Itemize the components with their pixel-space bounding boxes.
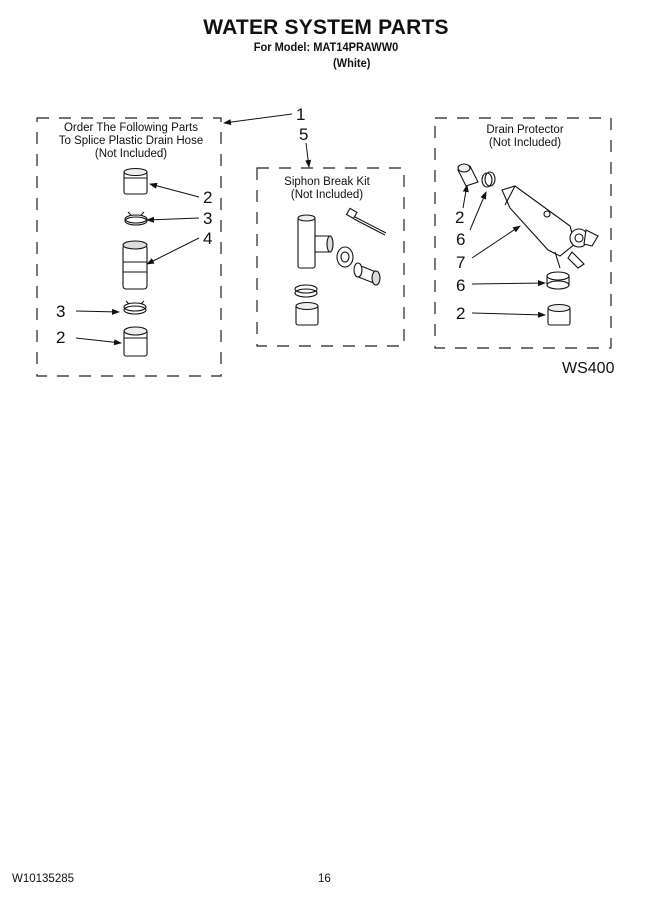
leader-left-3a bbox=[147, 218, 199, 220]
hose-clamp-top bbox=[125, 212, 147, 225]
hose-clamp-bottom bbox=[124, 301, 146, 314]
siphon-caption bbox=[262, 176, 392, 202]
leader-left-3b bbox=[76, 311, 119, 312]
leader-right-2a bbox=[463, 185, 467, 208]
callout-5: 5 bbox=[299, 125, 309, 144]
diagram-code: WS400 bbox=[562, 360, 615, 377]
drain-caption-line: (Not Included) bbox=[488, 137, 562, 149]
hose-coupling-top bbox=[124, 169, 147, 195]
drain-caption bbox=[450, 124, 600, 150]
callout-right-6b: 6 bbox=[456, 276, 466, 295]
color-line: (White) bbox=[333, 56, 371, 70]
leader-left-4 bbox=[147, 238, 199, 264]
leader-right-6a bbox=[470, 192, 486, 230]
callout-left-3b: 3 bbox=[56, 302, 66, 321]
splice-caption-line: To Splice Plastic Drain Hose bbox=[58, 135, 204, 147]
callout-right-7: 7 bbox=[456, 253, 466, 272]
leader-right-6b bbox=[472, 283, 545, 284]
siphon-coupling bbox=[296, 303, 318, 326]
drain-clamp-top bbox=[482, 172, 495, 187]
siphon-nut bbox=[337, 247, 353, 267]
splice-caption-line: Order The Following Parts bbox=[63, 122, 198, 134]
siphon-tee bbox=[298, 215, 333, 268]
callout-left-2b: 2 bbox=[56, 328, 66, 347]
leader-right-7 bbox=[472, 226, 520, 258]
callout-right-6a: 6 bbox=[456, 230, 466, 249]
callout-left-2a: 2 bbox=[203, 188, 213, 207]
callout-1: 1 bbox=[296, 105, 306, 124]
leader-1 bbox=[224, 114, 292, 123]
siphon-caption-line: Siphon Break Kit bbox=[284, 176, 370, 188]
hose-connector bbox=[123, 241, 147, 289]
leader-left-2a bbox=[150, 184, 199, 197]
drain-cap-bottom bbox=[548, 305, 570, 326]
callout-left-4: 4 bbox=[203, 229, 213, 248]
leader-5 bbox=[306, 143, 309, 167]
callout-right-2a: 2 bbox=[455, 208, 465, 227]
page-number: 16 bbox=[318, 873, 331, 885]
leader-right-2b bbox=[472, 313, 545, 315]
splice-caption-line: (Not Included) bbox=[94, 148, 168, 160]
drain-clamp-bottom bbox=[547, 272, 569, 289]
callout-left-3a: 3 bbox=[203, 209, 213, 228]
document-number: W10135285 bbox=[12, 873, 75, 885]
leader-left-2b bbox=[76, 338, 121, 343]
model-line: For Model: MAT14PRAWW0 bbox=[253, 40, 399, 54]
page-title: WATER SYSTEM PARTS bbox=[203, 16, 449, 39]
siphon-clamp bbox=[295, 285, 317, 297]
callout-right-2b: 2 bbox=[456, 304, 466, 323]
drain-caption-line: Drain Protector bbox=[486, 124, 564, 136]
siphon-caption-line: (Not Included) bbox=[290, 189, 364, 201]
hose-coupling-bottom bbox=[124, 327, 147, 356]
siphon-fitting bbox=[354, 263, 380, 285]
splice-caption bbox=[46, 122, 216, 161]
drain-protector-body bbox=[502, 186, 598, 268]
cable-tie bbox=[347, 208, 386, 235]
drain-cap-top bbox=[458, 164, 478, 186]
